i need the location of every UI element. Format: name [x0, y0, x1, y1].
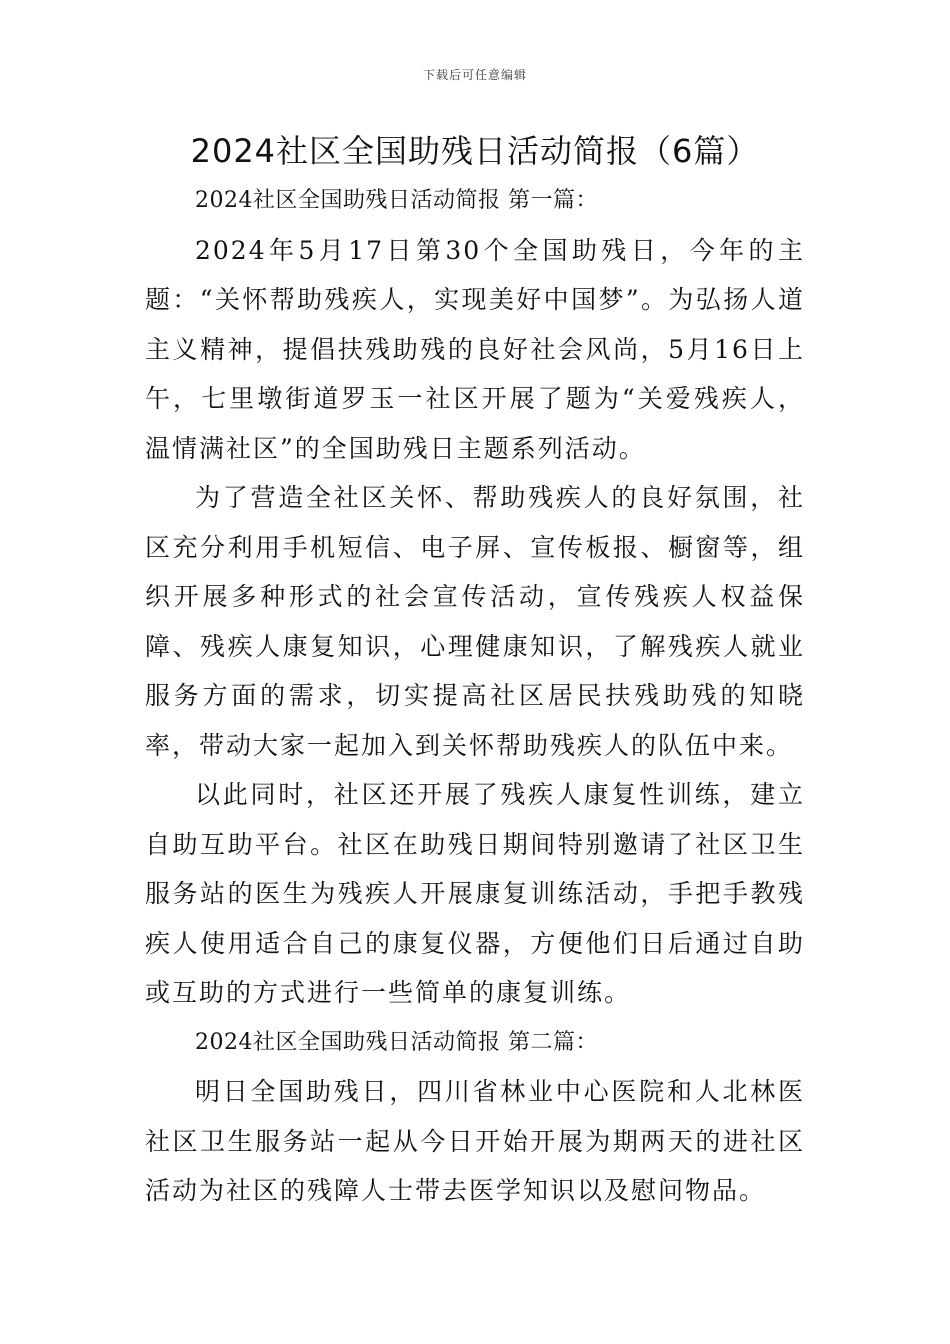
- document-title: 2024社区全国助残日活动简报（6篇）: [190, 132, 760, 170]
- paragraph: 明日全国助残日，四川省林业中心医院和人北林医社区卫生服务站一起从今日开始开展为期两天的进社区活动为社区的残障人士带去医学知识以及慰问物品。: [145, 1077, 805, 1205]
- paragraph: 2024年5月17日第30个全国助残日，今年的主题：“关怀帮助残疾人，实现美好中国梦”。为弘扬人道主义精神，提倡扶残助残的良好社会风尚，5月16日上午，七里墩街道罗玉一社区开展了题为“关爱残疾人，温情满社区”的全国助残日主题系列活动。: [145, 235, 805, 463]
- section-heading-2: 2024社区全国助残日活动简报 第二篇：: [195, 1029, 598, 1055]
- paragraph: 为了营造全社区关怀、帮助残疾人的良好氛围，社区充分利用手机短信、电子屏、宣传板报、橱窗等，组织开展多种形式的社会宣传活动，宣传残疾人权益保障、残疾人康复知识，心理健康知识，了解残疾人就业服务方面的需求，切实提高社区居民扶残助残的知晓率，带动大家一起加入到关怀帮助残疾人的队伍中来。: [145, 483, 805, 760]
- paragraph: 以此同时，社区还开展了残疾人康复性训练，建立自助互助平台。社区在助残日期间特别邀请了社区卫生服务站的医生为残疾人开展康复训练活动，手把手教残疾人使用适合自己的康复仪器，方便他们日后通过自助或互助的方式进行一些简单的康复训练。: [145, 780, 805, 1007]
- header-note: 下载后可任意编辑: [422, 68, 527, 82]
- document-body: [145, 176, 805, 1216]
- section-heading-1: 2024社区全国助残日活动简报 第一篇：: [195, 188, 598, 213]
